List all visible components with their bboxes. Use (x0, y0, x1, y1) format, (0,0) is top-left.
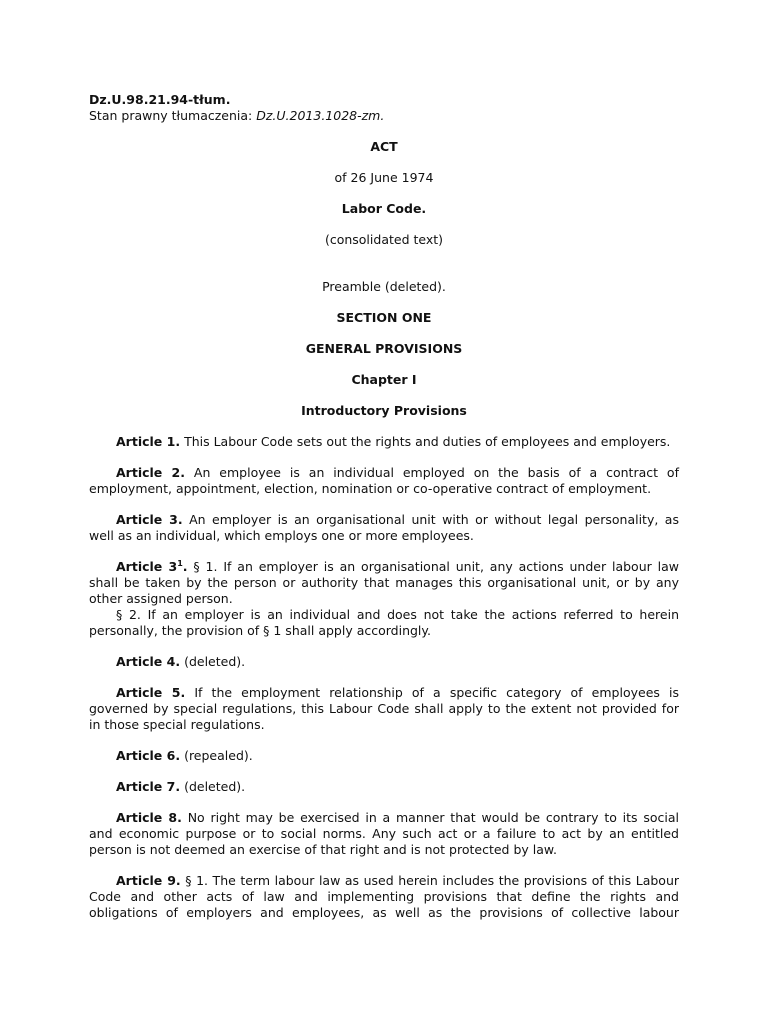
article-8-label: Article 8. (116, 810, 182, 825)
article-5-label: Article 5. (116, 685, 186, 700)
act-date: of 26 June 1974 (334, 170, 434, 185)
article-9-line-3: obligations of employers and employees, as well as the provisions of collective labour (89, 905, 679, 920)
document-reference: Dz.U.98.21.94-tłum. (89, 92, 231, 107)
article-3-1-line-5: personally, the provision of § 1 shall apply accordingly. (89, 623, 431, 638)
article-2 (89, 465, 679, 497)
article-3-1-text-1: § 1. If an employer is an organisational unit, any actions under labour law (193, 559, 679, 574)
article-6 (89, 748, 679, 764)
article-4 (89, 654, 679, 670)
article-3-text-1: An employer is an organisational unit with or without legal personality, as (189, 512, 679, 527)
article-4-line (89, 654, 679, 670)
article-5-text-1: If the employment relationship of a specific category of employees is (194, 685, 679, 700)
article-1-label: Article 1. (116, 434, 181, 449)
legal-status-line (89, 108, 679, 124)
article-2-line-1 (89, 465, 679, 481)
legal-status-value: Dz.U.2013.1028-zm. (256, 108, 385, 123)
article-9-label: Article 9. (116, 873, 181, 888)
article-1-text: This Labour Code sets out the rights and duties of employees and employers. (184, 434, 671, 449)
article-5 (89, 685, 679, 733)
section-title: GENERAL PROVISIONS (305, 341, 463, 356)
article-3-1-line-1 (89, 559, 679, 575)
act-title: Labor Code. (341, 201, 427, 216)
consolidated-note: (consolidated text) (324, 232, 444, 247)
article-3-1-line-4: § 2. If an employer is an individual and does not take the actions referred to herein (116, 607, 679, 622)
article-7-label: Article 7. (116, 779, 181, 794)
article-4-label: Article 4. (116, 654, 181, 669)
article-3-1-line-2: shall be taken by the person or authority that manages this organisational unit, or by any (89, 575, 679, 590)
article-7-text: (deleted). (184, 779, 246, 794)
article-8-line-2: and economic purpose or to social norms. Any such act or a failure to act by an entitled (89, 826, 679, 841)
article-1-line (89, 434, 679, 450)
article-6-text: (repealed). (184, 748, 253, 763)
article-3-1-label: Article 3 (116, 559, 178, 574)
article-9-line-2: Code and other acts of law and implementing provisions that define the rights and (89, 889, 679, 904)
article-4-text: (deleted). (184, 654, 246, 669)
article-3-1-line-3: other assigned person. (89, 591, 233, 606)
chapter-heading: Chapter I (351, 372, 417, 387)
article-3-1-label-suffix: . (182, 559, 188, 574)
article-7-line (89, 779, 679, 795)
article-8-line-1 (89, 810, 679, 826)
document-page (89, 92, 679, 921)
article-8 (89, 810, 679, 858)
article-9-text-1: § 1. The term labour law as used herein includes the provisions of this Labour (185, 873, 679, 888)
article-5-line-1 (89, 685, 679, 701)
article-3-1 (89, 559, 679, 639)
article-8-text-1: No right may be exercised in a manner that would be contrary to its social (187, 810, 679, 825)
article-6-line (89, 748, 679, 764)
article-2-label: Article 2. (116, 465, 186, 480)
act-heading: ACT (370, 139, 398, 154)
article-9-line-1 (89, 873, 679, 889)
article-6-label: Article 6. (116, 748, 181, 763)
article-7 (89, 779, 679, 795)
article-1 (89, 434, 679, 450)
article-3-label: Article 3. (116, 512, 183, 527)
article-3-line-2: well as an individual, which employs one or more employees. (89, 528, 474, 543)
chapter-title: Introductory Provisions (301, 403, 467, 418)
article-2-line-2: employment, appointment, election, nomination or co-operative contract of employment. (89, 481, 652, 496)
section-heading: SECTION ONE (336, 310, 432, 325)
article-8-line-3: person is not deemed an exercise of that right and is not protected by law. (89, 842, 557, 857)
article-9 (89, 873, 679, 921)
preamble-note: Preamble (deleted). (322, 279, 446, 294)
article-3-line-1 (89, 512, 679, 528)
article-2-text-1: An employee is an individual employed on the basis of a contract of (193, 465, 679, 480)
article-5-line-3: in those special regulations. (89, 717, 265, 732)
article-3-1-superscript: 1 (177, 558, 183, 568)
article-5-line-2: governed by special regulations, this Labour Code shall apply to the extent not provided for (89, 701, 679, 716)
article-3 (89, 512, 679, 544)
legal-status-label: Stan prawny tłumaczenia: (89, 108, 257, 123)
